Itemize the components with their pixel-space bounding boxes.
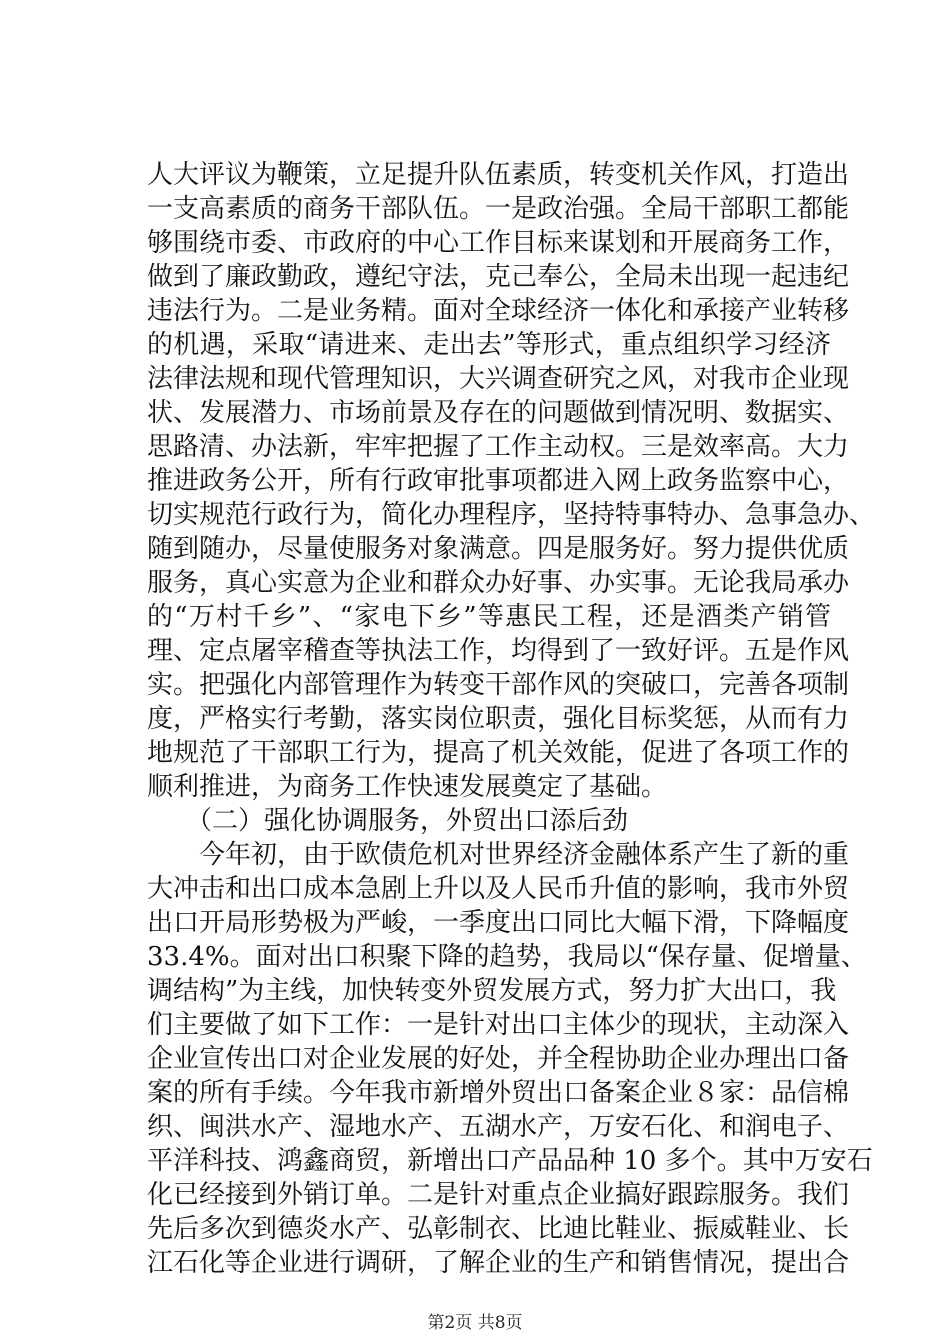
body-text-line: 够围绕市委、市政府的中心工作目标来谋划和开展商务工作，	[147, 228, 850, 258]
body-text-line: 度，严格实行考勤，落实岗位职责，强化目标奖惩，从而有力	[147, 704, 850, 734]
body-text-line: 大冲击和出口成本急剧上升以及人民币升值的影响，我市外贸	[147, 874, 850, 904]
body-text-line: 人大评议为鞭策，立足提升队伍素质，转变机关作风，打造出	[147, 160, 850, 190]
body-text-line: 地规范了干部职工行为，提高了机关效能，促进了各项工作的	[147, 738, 850, 768]
body-text-line: 平洋科技、鸿鑫商贸，新增出口产品品种 10 多个。其中万安石	[147, 1146, 873, 1176]
body-text-line: 的“万村千乡”、“家电下乡”等惠民工程，还是酒类产销管	[147, 602, 831, 632]
body-text-line: 一支高素质的商务干部队伍。一是政治强。全局干部职工都能	[147, 194, 850, 224]
body-text-line: 状、发展潜力、市场前景及存在的问题做到情况明、数据实、	[147, 398, 850, 428]
body-text-line: 切实规范行政行为，简化办理程序，坚持特事特办、急事急办、	[147, 500, 876, 530]
body-text-line: 们主要做了如下工作：一是针对出口主体少的现状，主动深入	[147, 1010, 850, 1040]
body-text-line: 理、定点屠宰稽查等执法工作，均得到了一致好评。五是作风	[147, 636, 850, 666]
body-text-line: 案的所有手续。今年我市新增外贸出口备案企业８家：品信棉	[147, 1078, 850, 1108]
body-text-line: 思路清、办法新，牢牢把握了工作主动权。三是效率高。大力	[147, 432, 850, 462]
body-text-line: 推进政务公开，所有行政审批事项都进入网上政务监察中心，	[147, 466, 850, 496]
body-text-line: 企业宣传出口对企业发展的好处，并全程协助企业办理出口备	[147, 1044, 850, 1074]
body-text-line: 出口开局形势极为严峻，一季度出口同比大幅下滑，下降幅度	[147, 908, 850, 938]
body-text-line: 化已经接到外销订单。二是针对重点企业搞好跟踪服务。我们	[147, 1180, 850, 1210]
body-text-line: 服务，真心实意为企业和群众办好事、办实事。无论我局承办	[147, 568, 850, 598]
body-text-line: 法律法规和现代管理知识，大兴调查研究之风，对我市企业现	[147, 364, 850, 394]
page-number-footer: 第2页 共8页	[427, 1313, 523, 1333]
body-text-line: 的机遇，采取“请进来、走出去”等形式，重点组织学习经济	[147, 330, 831, 360]
body-text-line: 调结构”为主线，加快转变外贸发展方式，努力扩大出口，我	[147, 976, 837, 1006]
section-heading: （二）强化协调服务，外贸出口添后劲	[147, 806, 629, 836]
body-text-line: 先后多次到德炎水产、弘彰制衣、比迪比鞋业、振威鞋业、长	[147, 1214, 850, 1244]
body-text-line: 违法行为。二是业务精。面对全球经济一体化和承接产业转移	[147, 296, 850, 326]
body-text-line: 织、闽洪水产、湿地水产、五湖水产，万安石化、和润电子、	[147, 1112, 850, 1142]
body-text-line: 实。把强化内部管理作为转变干部作风的突破口，完善各项制	[147, 670, 850, 700]
body-text-line: 33.4%。面对出口积聚下降的趋势，我局以“保存量、促增量、	[147, 942, 867, 972]
body-text-line: 今年初，由于欧债危机对世界经济金融体系产生了新的重	[147, 840, 850, 870]
body-text-line: 做到了廉政勤政，遵纪守法，克己奉公，全局未出现一起违纪	[147, 262, 850, 292]
body-text-line: 顺利推进，为商务工作快速发展奠定了基础。	[147, 772, 668, 802]
body-text-line: 随到随办，尽量使服务对象满意。四是服务好。努力提供优质	[147, 534, 850, 564]
body-text-line: 江石化等企业进行调研，了解企业的生产和销售情况，提出合	[147, 1248, 850, 1278]
